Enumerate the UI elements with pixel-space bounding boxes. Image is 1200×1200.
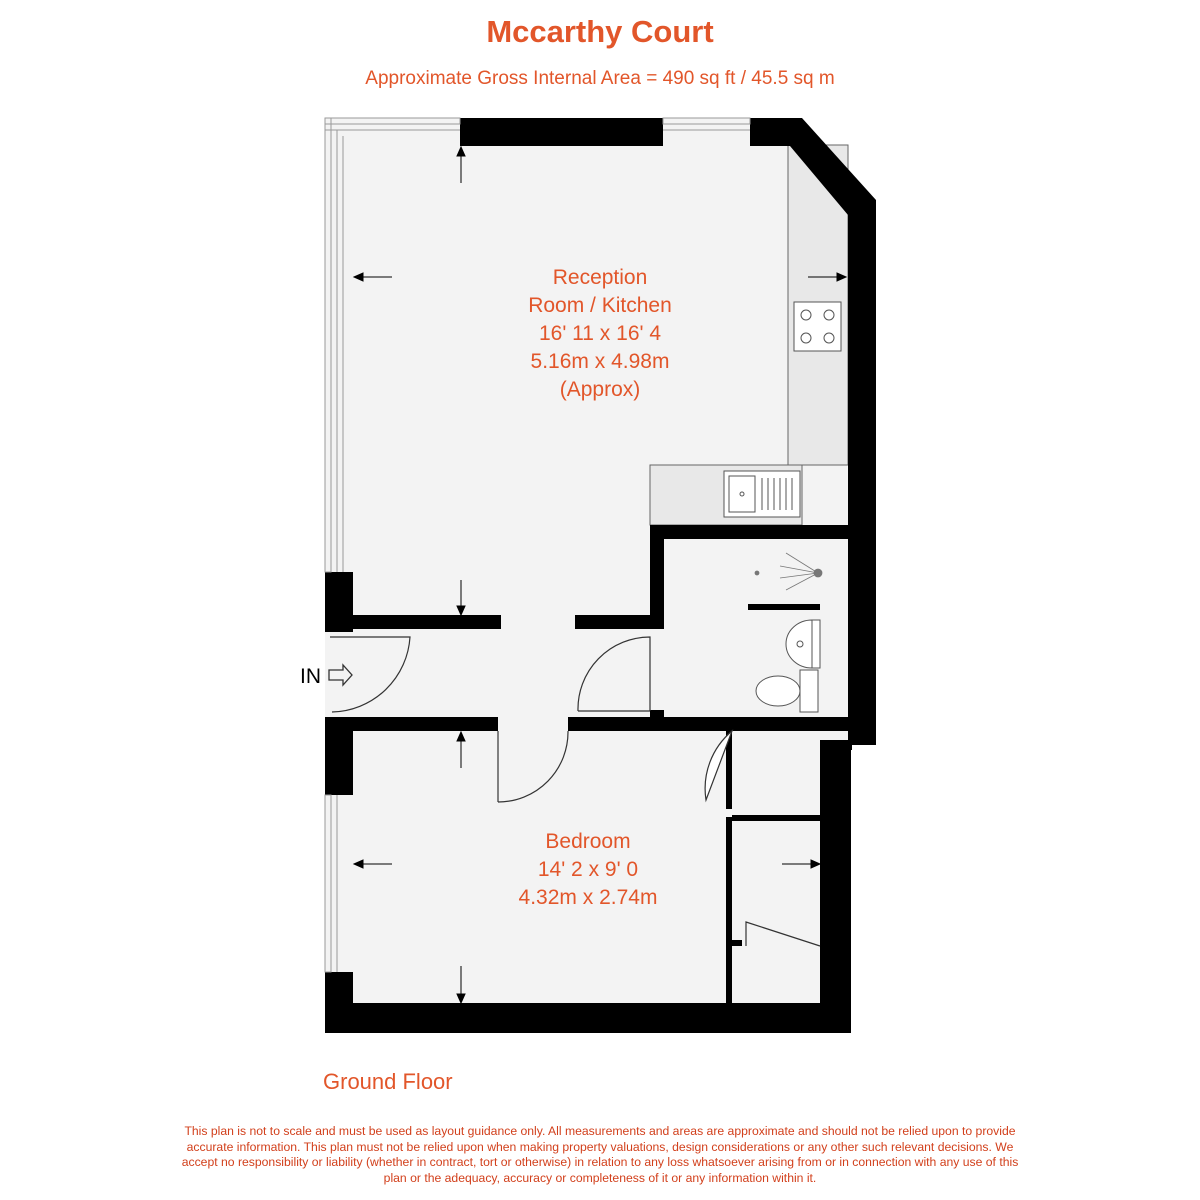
hob-icon xyxy=(794,302,841,351)
entrance-label: IN xyxy=(300,665,321,688)
bedroom-label: Bedroom xyxy=(545,830,631,853)
reception-label-line2: Room / Kitchen xyxy=(528,294,672,317)
reception-approx-note: (Approx) xyxy=(559,378,641,401)
reception-dimensions-imperial: 16' 11 x 16' 4 xyxy=(538,322,662,345)
reception-label-line1: Reception xyxy=(552,266,648,289)
kitchen-sink-icon xyxy=(724,471,800,517)
gross-area-subtitle: Approximate Gross Internal Area = 490 sq ft / 45.5 sq m xyxy=(365,68,835,89)
floor-label: Ground Floor xyxy=(323,1069,453,1094)
bedroom-dimensions-metric: 4.32m x 2.74m xyxy=(518,886,658,909)
plan-title: Mccarthy Court xyxy=(486,14,714,49)
disclaimer-text: This plan is not to scale and must be used as layout guidance only. All measurements and areas are approximate and should not be relied upon to provide accurate information. This plan must not be relied upon when making property valuations, design considerations or any other such relevant decisions. We accept no responsibility or liability (whether in contract, tort or otherwise) in relation to any loss whatsoever arising from or in connection with any use of this plan or the adequacy, accuracy or completeness of it or any information within it. xyxy=(181,1124,1019,1185)
reception-dimensions-metric: 5.16m x 4.98m xyxy=(530,350,670,373)
bedroom-dimensions-imperial: 14' 2 x 9' 0 xyxy=(537,858,639,881)
